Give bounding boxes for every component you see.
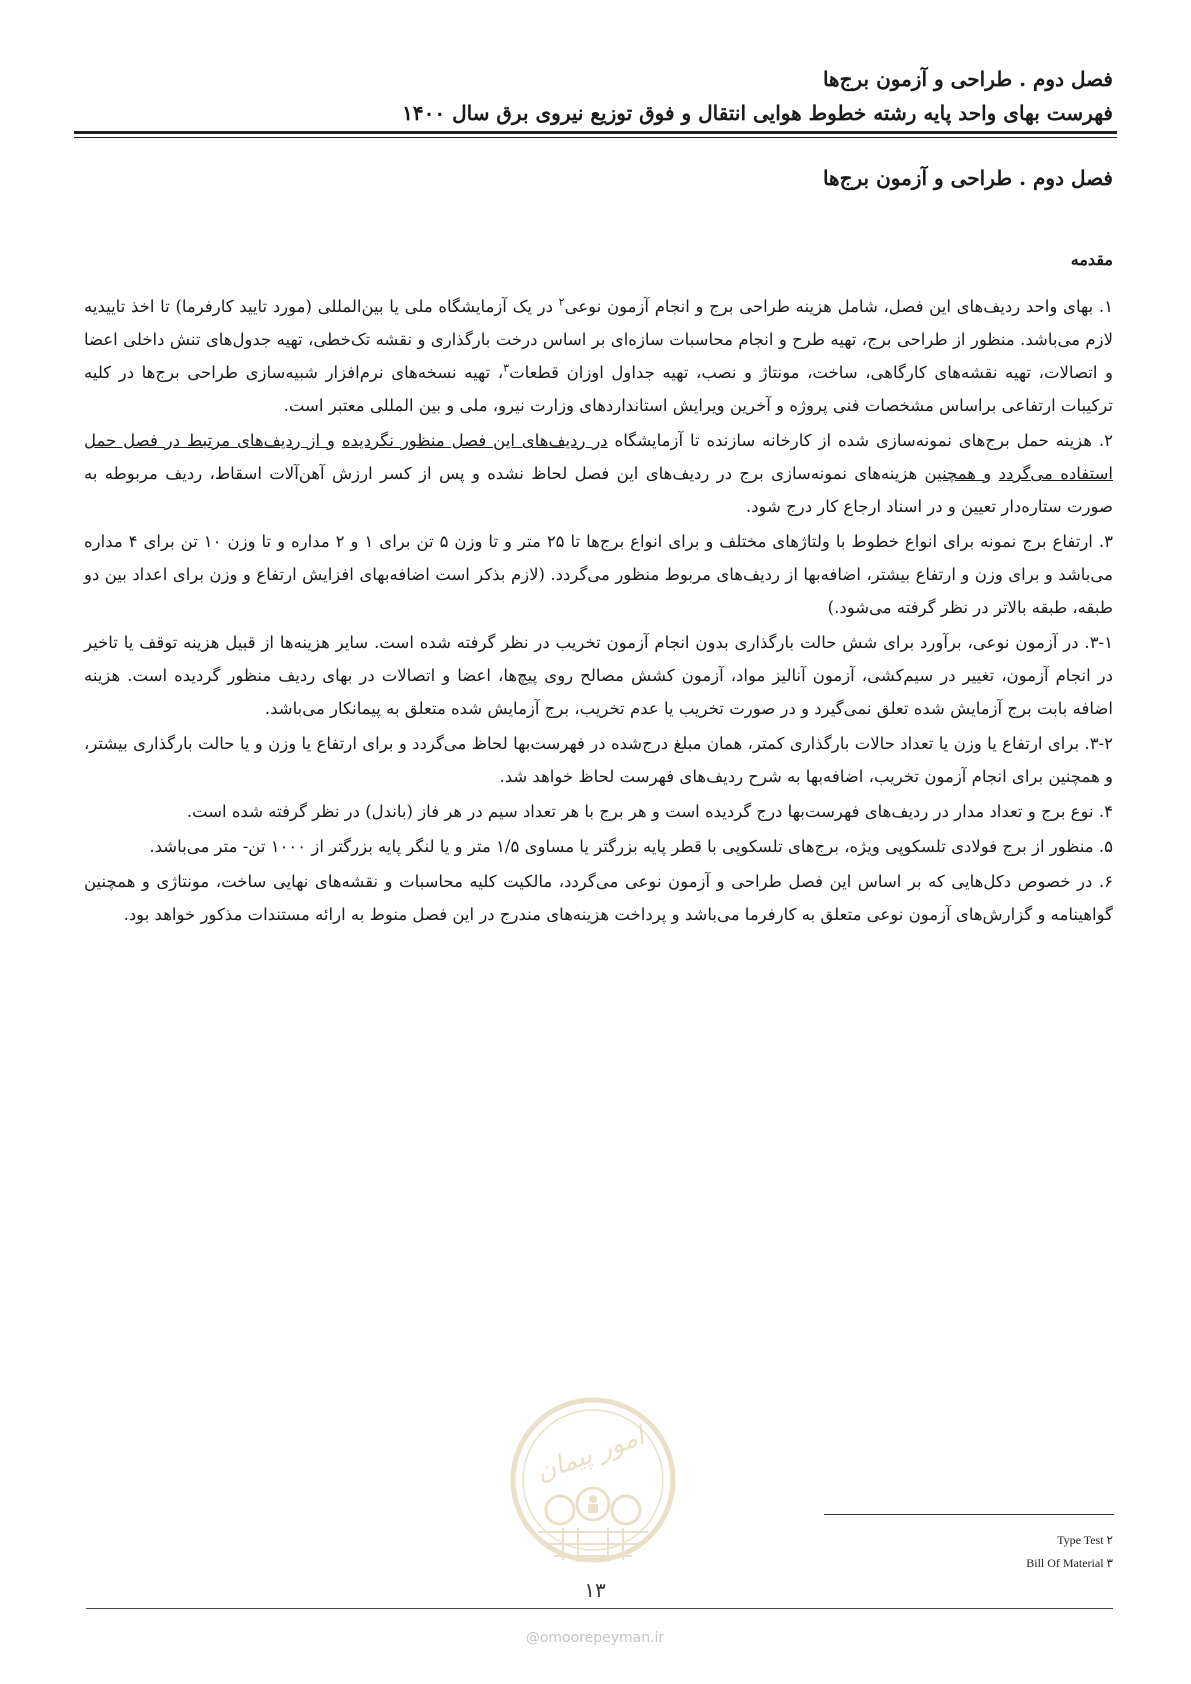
watermark-logo	[508, 1392, 678, 1582]
footnote-3: Bill Of Material ۳	[1026, 1556, 1113, 1570]
watermark-url: @omoorepeyman.ir	[525, 1630, 665, 1646]
page-number: ۱۳	[584, 1578, 606, 1602]
footnote-ref-3: ۳	[503, 361, 510, 375]
paragraph-2-space-2	[991, 464, 998, 483]
paragraph-1-text-b: در یک آزمایشگاه ملی یا بین‌المللی (مورد تایید کارفرما) تا اخذ تاییدیه لازم می‌باشد. منظور از طراحی برج، تهیه طرح و انجام محاسبات سازه‌ای بر اساس درخت بارگذاری و نقشه تک‌خطی، تهیه جدول‌های تنش داخلی اعضا و اتصالات، تهیه نقشه‌های کارگاهی، ساخت، مونتاژ و نصب، تهیه جداول اوزان قطعات	[84, 297, 1113, 382]
running-header-chapter: فصل دوم . طراحی و آزمون برج‌ها	[822, 67, 1113, 91]
footer-rule	[86, 1608, 1113, 1609]
paragraph-4: ۴. نوع برج و تعداد مدار در ردیف‌های فهرست‌بها درج گردیده است و هر برج با هر تعداد سیم در هر فاز (باندل) در نظر گرفته شده است.	[186, 802, 1113, 821]
watermark-logo-text: امور پیمان	[532, 1421, 649, 1488]
paragraph-5: ۵. منظور از برج فولادی تلسکوپی ویژه، برج‌های تلسکوپی با قطر پایه بزرگتر یا مساوی ۱/۵ متر و یا لنگر پایه بزرگتر از ۱۰۰۰ تن- متر می‌باشد.	[149, 837, 1113, 856]
paragraph-2	[84, 424, 1113, 523]
paragraph-3-2: ۳-۲. برای ارتفاع یا وزن یا تعداد حالات بارگذاری کمتر، همان مبلغ درج‌شده در فهرست‌بها لحاظ می‌گردد و برای ارتفاع یا وزن و یا حالت بارگذاری بیشتر، و همچنین برای انجام آزمون تخریب، اضافه‌بها به شرح ردیف‌های فهرست لحاظ خواهد شد.	[84, 734, 1113, 786]
footnote-ref-2: ۲	[558, 295, 565, 309]
paragraph-2-underlined-3: و همچنین	[924, 464, 992, 483]
chapter-title: فصل دوم . طراحی و آزمون برج‌ها	[822, 166, 1113, 190]
header-rule	[74, 131, 1117, 134]
paragraph-1-text-c: ، تهیه نسخه‌های نرم‌افزار شبیه‌سازی طراحی برج‌ها در کلیه ترکیبات ارتفاعی براساس مشخصات فنی پروژه و آخرین ویرایش استانداردهای وزارت نیرو، ملی و بین المللی معتبر است.	[84, 363, 1113, 415]
paragraph-1	[84, 290, 1113, 422]
header-rule-thin	[74, 137, 1117, 138]
footnote-2: Type Test ۲	[1057, 1533, 1113, 1547]
paragraph-2-underlined-1: در ردیف‌های این فصل منظور نگردیده	[341, 431, 608, 450]
running-header	[73, 62, 1113, 130]
paragraph-2-text-a: ۲. هزینه حمل برج‌های نمونه‌سازی شده از کارخانه سازنده تا آزمایشگاه	[607, 431, 1113, 450]
paragraph-1-text-a: ۱. بهای واحد ردیف‌های این فصل، شامل هزینه طراحی برج و انجام آزمون نوعی	[564, 297, 1113, 316]
paragraph-3: ۳. ارتفاع برج نمونه برای انواع خطوط با ولتاژهای مختلف و برای انواع برج‌ها تا ۲۵ متر و تا وزن ۵ تن برای ۱ و ۲ مداره و تا وزن ۱۰ تن برای ۴ مداره می‌باشد و برای وزن و ارتفاع بیشتر، اضافه‌بها از ردیف‌های مربوط منظور می‌گردد. (لازم بذکر است اضافه‌بهای افزایش ارتفاع و وزن برای اعداد بین دو طبقه، طبقه بالاتر در نظر گرفته می‌شود.)	[84, 532, 1113, 617]
section-title: مقدمه	[1070, 250, 1113, 269]
paragraph-2-underlined-2: و از ردیف‌های مرتبط در فصل حمل استفاده می‌گردد	[84, 431, 1114, 483]
body-text	[84, 290, 1113, 933]
paragraph-6: ۶. در خصوص دکل‌هایی که بر اساس این فصل طراحی و آزمون نوعی می‌گردد، مالکیت کلیه محاسبات و نقشه‌های نهایی ساخت، مونتاژی و همچنین گواهینامه و گزارش‌های آزمون نوعی متعلق به کارفرما می‌باشد و پرداخت هزینه‌های مندرج در این فصل منوط به ارائه مستندات مذکور خواهد بود.	[84, 872, 1113, 924]
running-header-document-title: فهرست بهای واحد پایه رشته خطوط هوایی انتقال و فوق توزیع نیروی برق سال ۱۴۰۰	[402, 101, 1113, 125]
footnote-rule	[824, 1514, 1114, 1515]
paragraph-2-space-1	[335, 431, 342, 450]
paragraph-3-1: ۳-۱. در آزمون نوعی، برآورد برای شش حالت بارگذاری بدون انجام آزمون تخریب در نظر گرفته شده است. سایر هزینه‌ها از قبیل هزینه توقف یا تاخیر در انجام آزمون، تغییر در سیم‌کشی، آزمون آنالیز مواد، آزمون کشش مصالح روی پیچ‌ها، اعضا و اتصالات در بهای ردیف منظور گردیده است. هزینه اضافه بابت برج آزمایش شده تعلق نمی‌گیرد و در صورت تخریب یا عدم تخریب، برج آزمایش شده متعلق به پیمانکار می‌باشد.	[84, 633, 1113, 718]
paragraph-2-text-d: هزینه‌های نمونه‌سازی برج در ردیف‌های این فصل لحاظ نشده و پس از کسر ارزش آهن‌آلات اسقاط، ردیف مربوطه به صورت ستاره‌دار تعیین و در اسناد ارجاع کار درج شود.	[84, 464, 1113, 516]
